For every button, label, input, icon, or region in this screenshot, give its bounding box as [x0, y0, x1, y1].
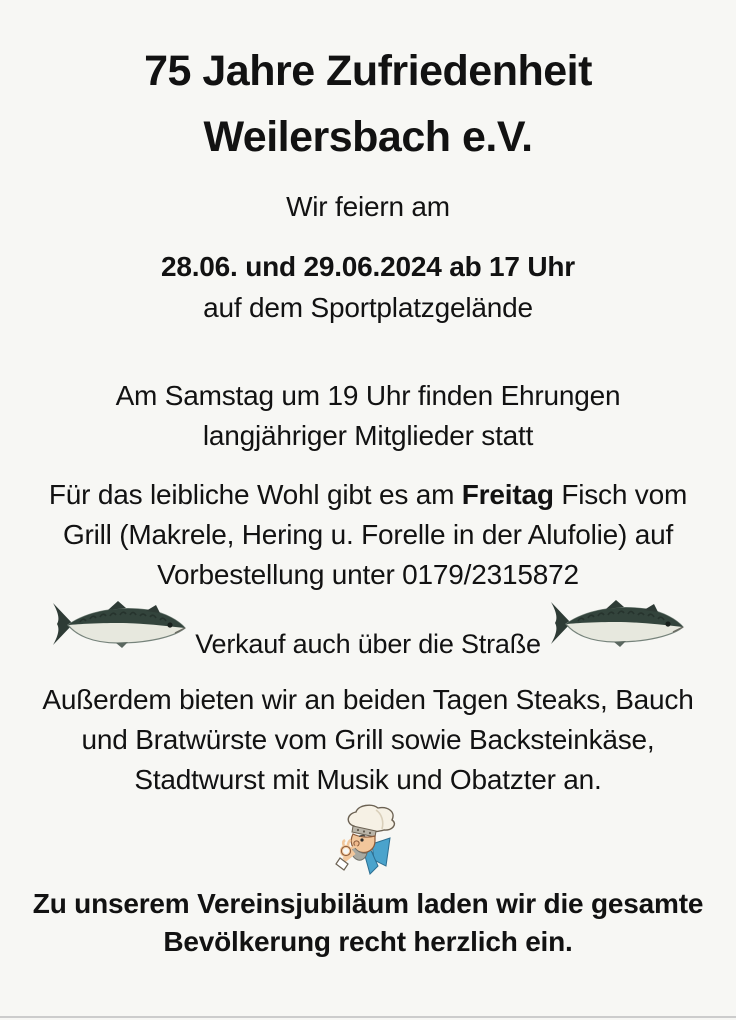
page-title-line2: Weilersbach e.V. [203, 113, 533, 161]
event-date: 28.06. und 29.06.2024 ab 17 Uhr [160, 251, 576, 282]
chef-icon [332, 804, 404, 882]
food-line1-highlight: Freitag [461, 479, 554, 510]
offers-line3: Stadtwurst mit Musik und Obatzter an. [134, 764, 602, 795]
honors-line1: Am Samstag um 19 Uhr finden Ehrungen [115, 380, 621, 411]
food-line1-prefix: Für das leibliche Wohl gibt es am [48, 479, 462, 510]
closing-line1: Zu unserem Vereinsjubiläum laden wir die gesamte [32, 888, 704, 919]
page-title-line1: 75 Jahre Zufriedenheit [144, 47, 592, 95]
offers-line2: und Bratwürste vom Grill sowie Backsteinkäse, [81, 724, 655, 755]
fish-right-icon [544, 597, 690, 649]
food-line1-suffix: Fisch vom [553, 479, 688, 510]
food-line1 [0, 481, 736, 509]
closing-line2: Bevölkerung recht herzlich ein. [163, 926, 573, 957]
street-sale-text: Verkauf auch über die Straße [195, 629, 541, 659]
offers-line1: Außerdem bieten wir an beiden Tagen Steaks, Bauch [42, 684, 694, 715]
food-line2: Grill (Makrele, Hering u. Forelle in der Alufolie) auf [62, 519, 674, 550]
event-location: auf dem Sportplatzgelände [203, 292, 533, 323]
intro-text: Wir feiern am [286, 191, 450, 222]
honors-line2: langjähriger Mitglieder statt [202, 420, 534, 451]
food-phone-line: Vorbestellung unter 0179/2315872 [157, 559, 579, 590]
page-bottom-edge [0, 1016, 736, 1018]
